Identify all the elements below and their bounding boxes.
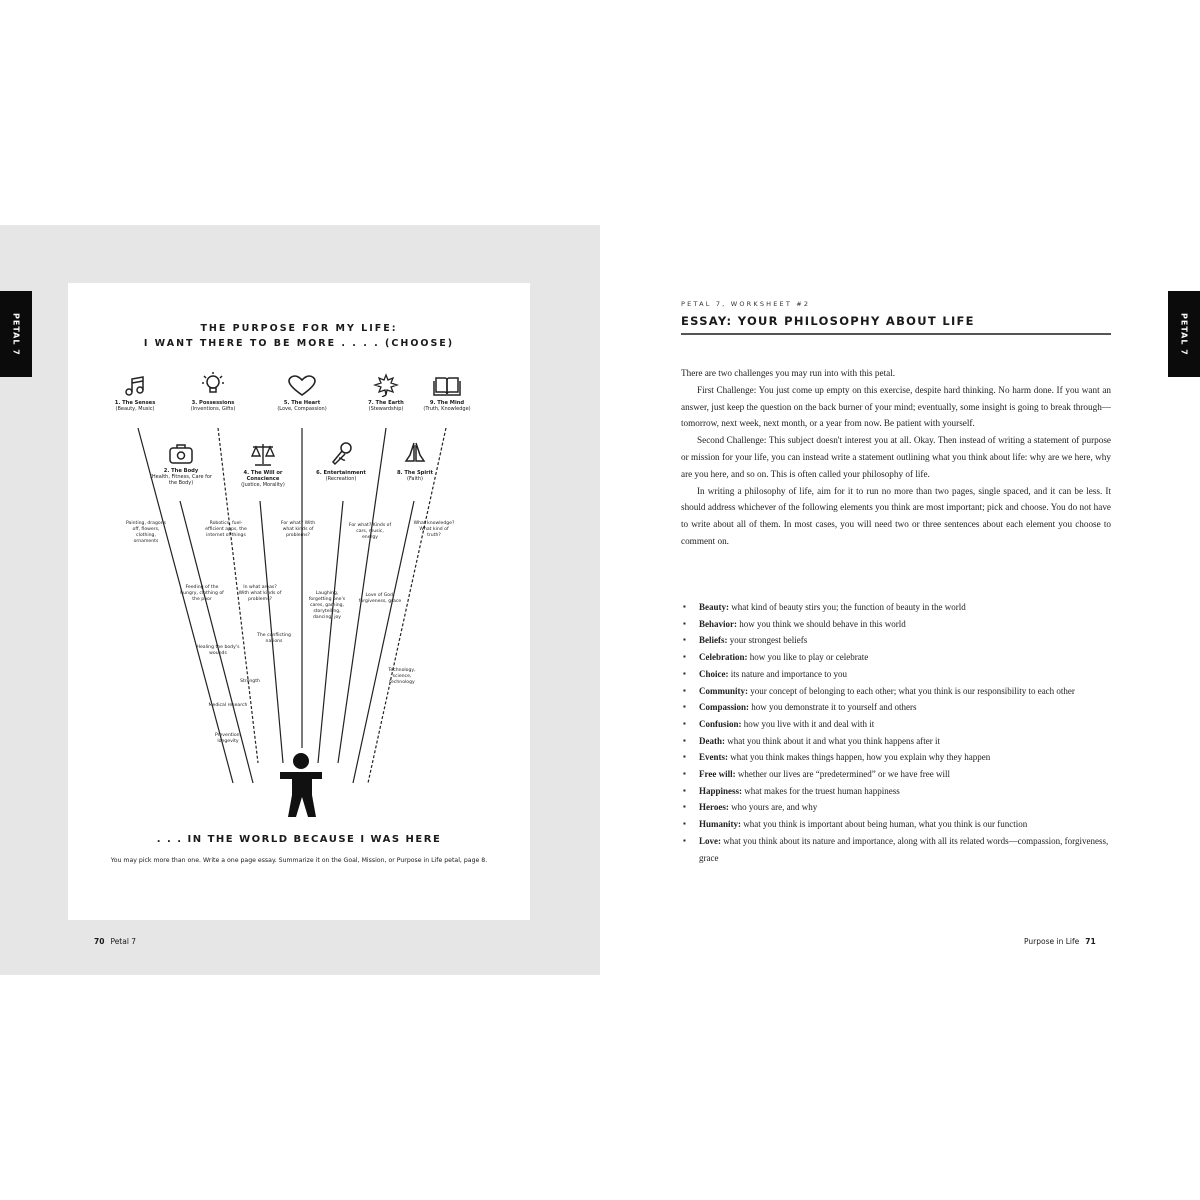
- note-will: In what areas? With what kinds of problems?: [238, 585, 282, 602]
- category-earth: 7. The Earth (Stewardship): [351, 373, 421, 412]
- list-item: ▪ Events: what you think makes things happen, how you explain why they happen: [681, 749, 1111, 766]
- note-earth: For what? Kinds of cars, music, energy: [348, 523, 392, 540]
- list-item: ▪ Happiness: what makes for the truest human happiness: [681, 783, 1111, 800]
- right-page: [600, 225, 1200, 975]
- category-will: 4. The Will or Conscience (Justice, Morality): [228, 443, 298, 488]
- note-will-nations: The conflicting nations: [257, 633, 291, 644]
- note-possessions: Robotics, fuel-efficient apps, the internet of things: [205, 521, 247, 538]
- worksheet-eyebrow: PETAL 7, WORKSHEET #2: [681, 300, 811, 308]
- essay-body: [681, 365, 1111, 550]
- open-book-icon: [433, 375, 461, 397]
- petal-tab-label: PETAL 7: [1179, 312, 1189, 356]
- paragraph: There are two challenges you may run into with this petal.: [681, 368, 896, 378]
- list-item: ▪ Beliefs: your strongest beliefs: [681, 632, 1111, 649]
- note-heart: For what? With what kinds of problems?: [280, 521, 316, 538]
- list-item: ▪ Beauty: what kind of beauty stirs you; the function of beauty in the world: [681, 599, 1111, 616]
- note-technology: Technology, science, technology: [388, 668, 416, 685]
- microphone-icon: [329, 441, 353, 467]
- diagram-title-line2: I WANT THERE TO BE MORE . . . . (CHOOSE): [143, 338, 455, 349]
- list-item: ▪ Death: what you think about it and what you think happens after it: [681, 733, 1111, 750]
- list-item: ▪ Humanity: what you think is important about being human, what you think is our function: [681, 816, 1111, 833]
- list-item: ▪ Heroes: who yours are, and why: [681, 799, 1111, 816]
- list-item: ▪ Choice: its nature and importance to you: [681, 666, 1111, 683]
- folio-label: Purpose in Life: [1024, 937, 1080, 946]
- note-mind: What knowledge? What kind of truth?: [413, 521, 455, 538]
- note-spirit: Love of God, forgiveness, grace: [358, 593, 402, 604]
- list-item: ▪ Behavior: how you think we should behave in this world: [681, 616, 1111, 633]
- page-title: ESSAY: YOUR PHILOSOPHY ABOUT LIFE: [681, 314, 975, 328]
- note-strength: Strength: [240, 679, 260, 684]
- light-bulb-icon: [201, 371, 225, 397]
- left-page: [0, 225, 600, 975]
- person-figure-icon: [280, 753, 322, 817]
- category-spirit: 8. The Spirit (Faith): [380, 441, 450, 482]
- philosophy-elements-list: [681, 599, 1111, 866]
- petal-tab-left: [0, 291, 32, 377]
- paragraph: Second Challenge: This subject doesn't interest you at all. Okay. Then instead of writing a statement of purpose or mission for your life, you can instead write a statement outlining what you think about life: why are we here, why are you here, and so on. This is often called your philosophy of life.: [681, 435, 1111, 479]
- list-item: ▪ Compassion: how you demonstrate it to yourself and others: [681, 699, 1111, 716]
- category-mind: 9. The Mind (Truth, Knowledge): [412, 375, 482, 412]
- first-aid-kit-icon: [168, 443, 194, 465]
- leaf-icon: [373, 373, 399, 397]
- category-body: 2. The Body (Health, Fitness, Care for the Body): [146, 443, 216, 486]
- diagram-title-line1: THE PURPOSE FOR MY LIFE:: [200, 323, 398, 334]
- praying-hands-icon: [403, 441, 427, 467]
- folio-label: Petal 7: [110, 937, 137, 946]
- note-entertainment: Laughing, forgetting one's cares, gaming, storytelling, dancing, joy: [308, 591, 346, 620]
- heart-icon: [288, 375, 316, 397]
- category-heart: 5. The Heart (Love, Compassion): [267, 375, 337, 412]
- page-number: 70: [94, 937, 105, 946]
- list-item: ▪ Community: your concept of belonging to each other; what you think is our responsibility to each other: [681, 683, 1111, 700]
- title-rule: [681, 333, 1111, 335]
- list-item: ▪ Free will: whether our lives are “predetermined” or we have free will: [681, 766, 1111, 783]
- purpose-diagram-card: [68, 283, 530, 920]
- list-item: ▪ Confusion: how you live with it and deal with it: [681, 716, 1111, 733]
- list-item: ▪ Celebration: how you like to play or celebrate: [681, 649, 1111, 666]
- paragraph: First Challenge: You just come up empty on this exercise, despite hard thinking. No harm done. If you want an answer, just keep the question on the back burner of your mind; eventually, some insight is going to break through—tomorrow, next week, next month, or a year from now. Be patient with yourself.: [681, 384, 1111, 429]
- category-senses: 1. The Senses (Beauty, Music): [100, 375, 170, 412]
- category-possessions: 3. Possessions (Inventions, Gifts): [178, 371, 248, 412]
- note-body-hunger: Feeding of the hungry, clothing of the poor: [180, 585, 224, 602]
- note-prevention: Prevention, longevity: [214, 733, 242, 744]
- left-folio: [88, 937, 136, 946]
- note-medical: Medical research: [208, 703, 248, 708]
- list-item: ▪ Love: what you think about its nature and importance, along with all its related words—compassion, forgiveness, grace: [681, 833, 1111, 866]
- music-note-icon: [124, 375, 146, 397]
- diagram-bottom-title: . . . IN THE WORLD BECAUSE I WAS HERE: [156, 834, 442, 845]
- paragraph: In writing a philosophy of life, aim for it to run no more than two pages, single spaced, and it can be less. It should address whichever of the following elements you think are most important; pick and choose. You do not have to write about all of them. In most cases, you will need two or three sentences about each element you choose to comment on.: [681, 485, 1111, 546]
- diagram-instructions: You may pick more than one. Write a one page essay. Summarize it on the Goal, Mission, or Purpose in Life petal, page 8.: [110, 857, 488, 864]
- petal-tab-right: [1168, 291, 1200, 377]
- category-entertainment: 6. Entertainment (Recreation): [306, 441, 376, 482]
- note-body-healing: Healing the body's wounds: [196, 645, 240, 656]
- right-folio: [1024, 937, 1102, 946]
- petal-tab-label: PETAL 7: [11, 312, 21, 356]
- scales-icon: [249, 443, 277, 467]
- page-number: 71: [1085, 937, 1096, 946]
- note-senses: Painting, dragons off, flowers, clothing, ornaments: [125, 521, 167, 544]
